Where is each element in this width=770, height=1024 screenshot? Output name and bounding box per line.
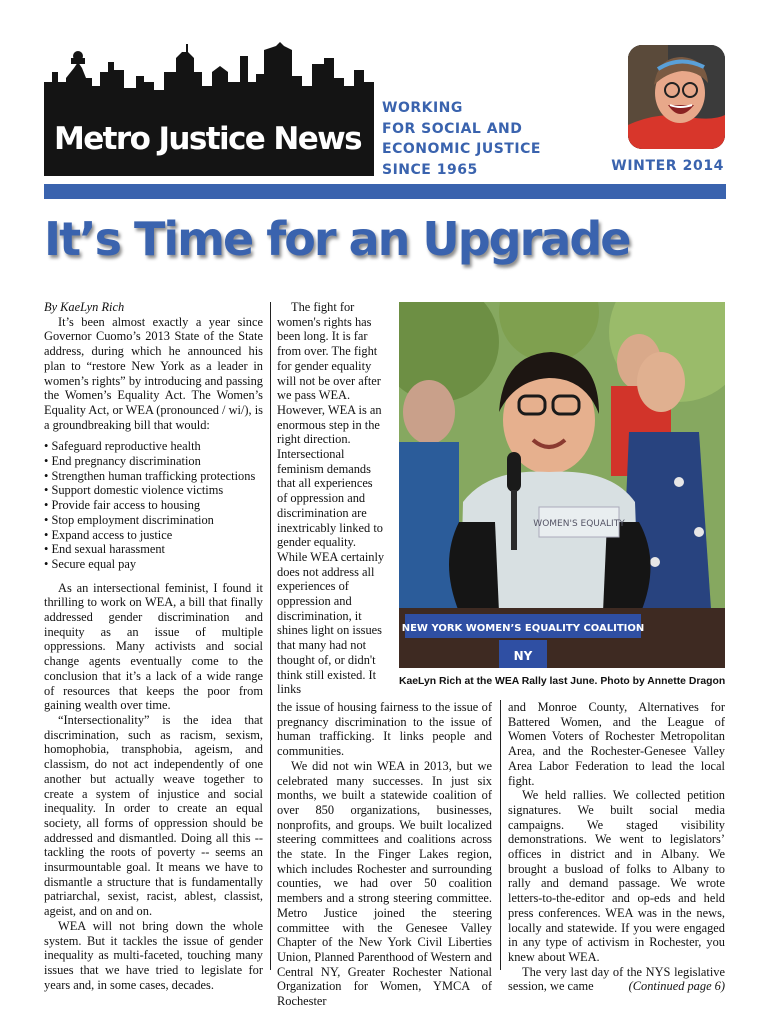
paragraph: The fight for women's rights has been long. It is far from over. The fight for gender equality will not be over after we pass WEA. However, WEA is an enormous step in the right direction. Intersectional feminism demands that all experiences of oppression and discrimination are inextricably linked to gender equality. While WEA certainly does not address all experiences of oppression and discrimination, it shines light on issues that many had not thought of, or didn't think still existed. It links	[277, 300, 385, 697]
issue-date: WINTER 2014	[611, 158, 724, 174]
shirt-text: WOMEN'S EQUALITY	[533, 519, 625, 529]
masthead-rule	[44, 184, 726, 199]
column-divider	[270, 302, 271, 970]
tagline-line: FOR SOCIAL AND	[382, 120, 523, 137]
bill-provisions-list	[44, 439, 263, 571]
paragraph: We did not win WEA in 2013, but we celebrated many successes. In just six months, we built a statewide coalition of over 850 organizations, businesses, nonprofits, and groups. We built localized steering committees and coalitions across the state. In the Finger Lakes region, which includes Rochester and surrounding counties, we had over 50 coalition members and a strong steering committee. Metro Justice joined the steering committee with the Genesee Valley Chapter of the New York Civil Liberties Union, Planned Parenthood of Western and Central NY, Greater Rochester National Organization for Women, YMCA of Rochester	[277, 758, 492, 1009]
article-column-2-top	[277, 300, 385, 697]
newsletter-title: Metro Justice News	[54, 121, 362, 157]
banner-sub-text: NY	[513, 649, 533, 663]
list-item: • Safeguard reproductive health	[44, 439, 263, 454]
list-item: • End pregnancy discrimination	[44, 454, 263, 469]
list-item: • Expand access to justice	[44, 528, 263, 543]
column-divider	[500, 700, 501, 970]
paragraph: “Intersectionality” is the idea that discrimination, such as racism, sexism, homophobia, transphobia, ageism, and classism, do not act independently of one another but actually weave together to create a system of injustice and social inequality. In order to create an equal society, all forms of oppression should be addressed and dismantled. Doing all this -- tackling the roots of poverty -- seems an insurmountable goal. It means we have to dismantle a structure that is fundamentally patriarchal, sexist, racist, ablest, classist, ageist, and on and on.	[44, 712, 263, 919]
article-headline: It’s Time for an Upgrade	[44, 212, 630, 266]
article-column-2-bottom	[277, 700, 492, 1009]
list-item: • Provide fair access to housing	[44, 498, 263, 513]
tagline-line: SINCE 1965	[382, 161, 478, 178]
list-item: • End sexual harassment	[44, 542, 263, 557]
list-item: • Support domestic violence victims	[44, 483, 263, 498]
continued-link[interactable]: (Continued page 6)	[628, 979, 725, 994]
banner-text: NEW YORK WOMEN’S EQUALITY COALITION	[401, 623, 645, 634]
paragraph: the issue of housing fairness to the issue of pregnancy discrimination to the issue of human trafficking. It links people and communities.	[277, 700, 492, 759]
tagline-line: ECONOMIC JUSTICE	[382, 141, 541, 157]
skyline-illustration	[44, 42, 374, 118]
byline: By KaeLyn Rich	[44, 300, 125, 314]
paragraph: As an intersectional feminist, I found it thrilling to work on WEA, a bill that finally addressed gender discrimination and inequity as an issue of multiple oppressions. Many activists and social change agents eventually come to the conclusion that it’s a lack of a wide range of resources that keeps the poor from gaining wealth over time.	[44, 580, 263, 713]
tagline	[382, 98, 541, 180]
cover-portrait-photo	[628, 45, 725, 149]
list-item: • Stop employment discrimination	[44, 513, 263, 528]
list-item: • Secure equal pay	[44, 557, 263, 572]
tagline-line: WORKING	[382, 100, 463, 116]
article-column-1	[44, 300, 263, 992]
paragraph: It’s been almost exactly a year since Governor Cuomo’s 2013 State of the State address, during which he announced his plan to “restore New York as a leader in women’s rights” by introducing and passing the Women’s Equality Act. The Women’s Equality Act, or WEA (pronounced / wi/), is a groundbreaking bill that would:	[44, 314, 263, 432]
paragraph	[508, 965, 725, 994]
list-item: • Strengthen human trafficking protections	[44, 469, 263, 484]
paragraph: We held rallies. We collected petition signatures. We built social media campaigns. We staged visibility demonstrations. We went to legislators’ offices in district and in Albany. We brought a busload of folks to Albany to rally and demand passage. We wrote letters-to-the-editor and op-eds and held press conferences. WEA was in the news, locally and statewide. If you were engaged in any type of activism in Rochester, you knew about WEA.	[508, 788, 725, 964]
rally-photo	[399, 302, 725, 668]
photo-caption: KaeLyn Rich at the WEA Rally last June. Photo by Annette Dragon	[399, 676, 726, 687]
paragraph: and Monroe County, Alternatives for Battered Women, and the League of Women Voters of Rochester Metropolitan Area, and the Rochester-Genesee Valley Area Labor Federation to lead the local fight.	[508, 700, 725, 788]
paragraph-text: The very last day of the NYS legislative session, we came	[508, 964, 725, 994]
paragraph: WEA will not bring down the whole system. But it tackles the issue of gender inequality as multi-faceted, touching many issues that we have tried to legislate for years and, in some cases, decades.	[44, 918, 263, 992]
article-column-3	[508, 700, 725, 994]
